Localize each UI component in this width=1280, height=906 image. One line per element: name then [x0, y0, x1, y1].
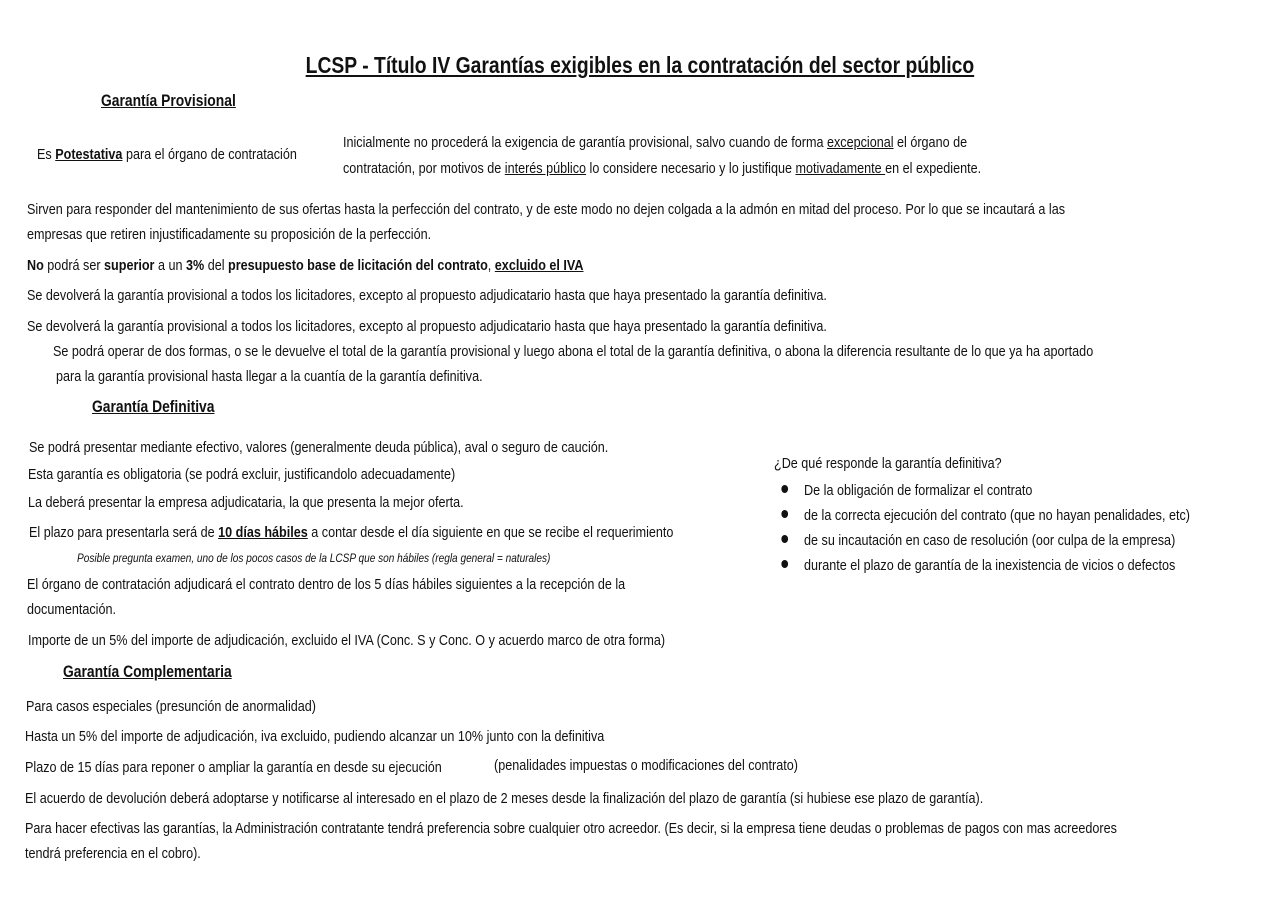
provisional-paragraph-5b: para la garantía provisional hasta llegar a la cuantía de la garantía definitiva. — [56, 368, 483, 385]
complementaria-line-5a: Para hacer efectivas las garantías, la Administración contratante tendrá preferencia sobre cualquier otro acreedor. (Es decir, si la empresa tiene deudas o problemas de pagos con mas acreedores — [25, 820, 1117, 837]
definitiva-line-5b: documentación. — [27, 601, 116, 618]
definitiva-line-6: Importe de un 5% del importe de adjudicación, excluido el IVA (Conc. S y Conc. O y acuerdo marco de otra forma) — [28, 632, 666, 649]
page-title-wrap — [0, 52, 1280, 79]
complementaria-line-3a: Plazo de 15 días para reponer o ampliar la garantía en desde su ejecución — [25, 759, 442, 776]
complementaria-line-4: El acuerdo de devolución deberá adoptarse y notificarse al interesado en el plazo de 2 meses desde la finalización del plazo de garantía (si hubiese ese plazo de garantía). — [25, 790, 984, 807]
provisional-paragraph-1b: empresas que retiren injustificadamente su proposición de la perfección. — [27, 226, 432, 243]
definitiva-line-5a: El órgano de contratación adjudicará el contrato dentro de los 5 días hábiles siguientes a la recepción de la — [27, 576, 626, 593]
heading-definitiva: Garantía Definitiva — [92, 398, 215, 416]
provisional-paragraph-1a: Sirven para responder del mantenimiento de sus ofertas hasta la perfección del contrato, y de este modo no dejen colgada a la admón en mitad del proceso. Por lo que se incautará a las — [27, 201, 1066, 218]
definitiva-plazo-line: El plazo para presentarla será de 10 días hábiles a contar desde el día siguiente en que se recibe el requerimiento — [29, 524, 674, 541]
provisional-desc-line2: contratación, por motivos de interés público lo considere necesario y lo justifique motivadamente en el expediente. — [343, 160, 982, 177]
definitiva-line-2: Esta garantía es obligatoria (se podrá excluir, justificandolo adecuadamente) — [28, 466, 456, 483]
provisional-desc-line1: Inicialmente no procederá la exigencia de garantía provisional, salvo cuando de forma excepcional el órgano de — [343, 134, 968, 151]
complementaria-line-5b: tendrá preferencia en el cobro). — [25, 845, 201, 862]
heading-provisional: Garantía Provisional — [101, 92, 236, 110]
heading-complementaria: Garantía Complementaria — [63, 663, 232, 681]
list-item: De la obligación de formalizar el contrato — [778, 478, 1190, 503]
list-item: de su incautación en caso de resolución (oor culpa de la empresa) — [778, 528, 1190, 553]
definitiva-line-3: La deberá presentar la empresa adjudicataria, la que presenta la mejor oferta. — [28, 494, 464, 511]
provisional-paragraph-5a: Se podrá operar de dos formas, o se le devuelve el total de la garantía provisional y luego abona el total de la garantía definitiva, o abona la diferencia resultante de lo que ya ha aportado — [53, 343, 1094, 360]
provisional-paragraph-4: Se devolverá la garantía provisional a todos los licitadores, excepto al propuesto adjudicatario hasta que haya presentado la garantía definitiva. — [27, 318, 827, 335]
complementaria-line-2: Hasta un 5% del importe de adjudicación, iva excluido, pudiendo alcanzar un 10% junto con la definitiva — [25, 728, 605, 745]
potestativa-term: Potestativa — [55, 146, 123, 163]
definitiva-bullet-list — [778, 478, 1190, 578]
provisional-limit-line: No podrá ser superior a un 3% del presupuesto base de licitación del contrato, excluido el IVA — [27, 257, 584, 274]
complementaria-line-1: Para casos especiales (presunción de anormalidad) — [26, 698, 316, 715]
definitiva-question: ¿De qué responde la garantía definitiva? — [774, 455, 1002, 472]
potestativa-line: Es Potestativa para el órgano de contratación — [37, 146, 297, 163]
list-item: de la correcta ejecución del contrato (que no hayan penalidades, etc) — [778, 503, 1190, 528]
complementaria-line-3b: (penalidades impuestas o modificaciones del contrato) — [494, 757, 798, 774]
list-item: durante el plazo de garantía de la inexistencia de vicios o defectos — [778, 553, 1190, 578]
page-title: LCSP - Título IV Garantías exigibles en la contratación del sector público — [305, 52, 975, 78]
provisional-paragraph-3: Se devolverá la garantía provisional a todos los licitadores, excepto al propuesto adjudicatario hasta que haya presentado la garantía definitiva. — [27, 287, 827, 304]
exam-note: Posible pregunta examen, uno de los pocos casos de la LCSP que son hábiles (regla general = naturales) — [77, 551, 551, 565]
definitiva-line-1: Se podrá presentar mediante efectivo, valores (generalmente deuda pública), aval o seguro de caución. — [29, 439, 609, 456]
